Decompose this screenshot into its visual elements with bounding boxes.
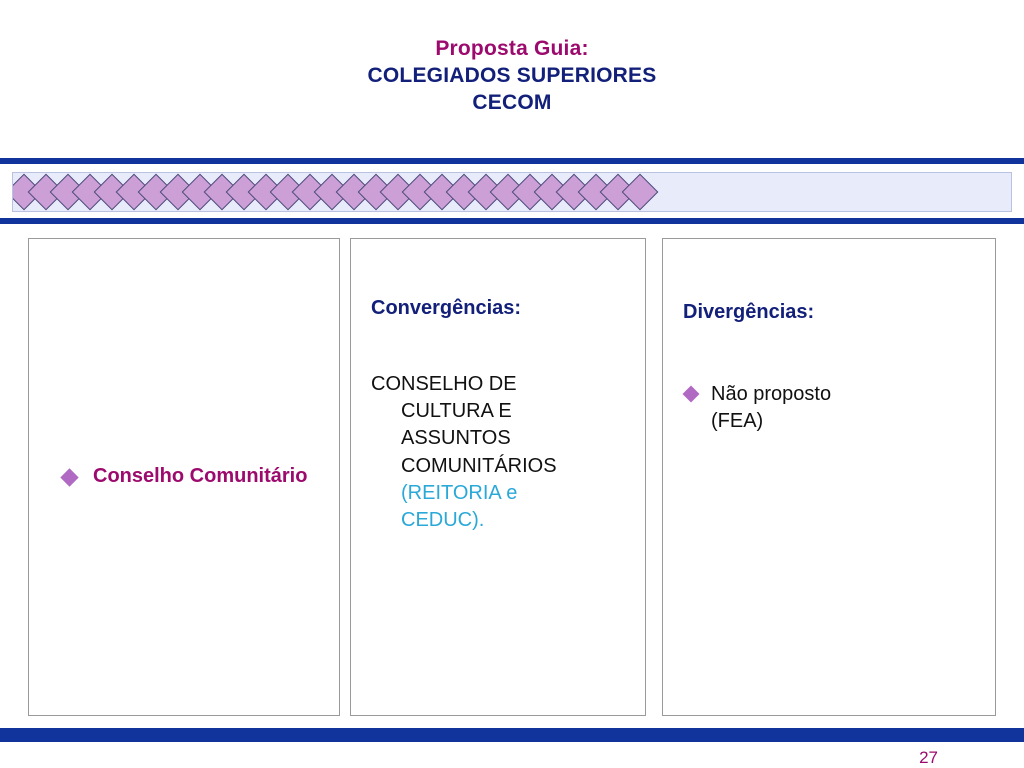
content-columns — [28, 238, 996, 716]
divergencias-bullet-text — [711, 381, 981, 435]
column-convergencias — [350, 238, 646, 716]
convergencias-source-1: (REITORIA e — [401, 481, 518, 504]
divergencias-source: (FEA) — [711, 410, 764, 433]
proposta-bullet-label: Conselho Comunitário — [93, 465, 308, 487]
diamond-ornament-icon — [622, 174, 659, 211]
convergencias-body — [371, 371, 631, 534]
convergencias-heading: Convergências: — [371, 297, 522, 319]
divergencias-body — [685, 381, 981, 435]
proposta-bullet-row — [93, 463, 323, 490]
convergencias-text-indent-3: COMUNITÁRIOS — [401, 454, 557, 477]
convergencias-text-indent-2: ASSUNTOS — [401, 427, 511, 450]
page-title — [0, 36, 1024, 117]
diamond-row — [13, 173, 651, 211]
title-line-2: COLEGIADOS SUPERIORES — [367, 63, 657, 87]
divider-rule-top — [0, 158, 1024, 164]
convergencias-source-2: CEDUC). — [401, 508, 485, 531]
convergencias-text-indent-1: CULTURA E — [401, 400, 512, 423]
title-line-3: CECOM — [472, 90, 552, 114]
divergencias-heading: Divergências: — [683, 301, 815, 323]
column-divergencias — [662, 238, 996, 716]
diamond-bullet-icon — [60, 468, 78, 486]
divider-rule-bottom — [0, 218, 1024, 224]
diamond-bullet-icon — [683, 386, 700, 403]
divergencias-bullet-row — [685, 381, 981, 435]
column-proposta — [28, 238, 340, 716]
title-line-1: Proposta Guia: — [435, 37, 589, 60]
diamond-strip — [12, 172, 1012, 212]
page-number: 27 — [919, 748, 938, 767]
convergencias-paragraph — [371, 371, 631, 534]
divergencias-bullet-label: Não proposto — [711, 383, 832, 405]
footer-bar — [0, 728, 1024, 742]
convergencias-text-main: CONSELHO DE — [371, 373, 517, 395]
decorative-divider — [0, 158, 1024, 228]
